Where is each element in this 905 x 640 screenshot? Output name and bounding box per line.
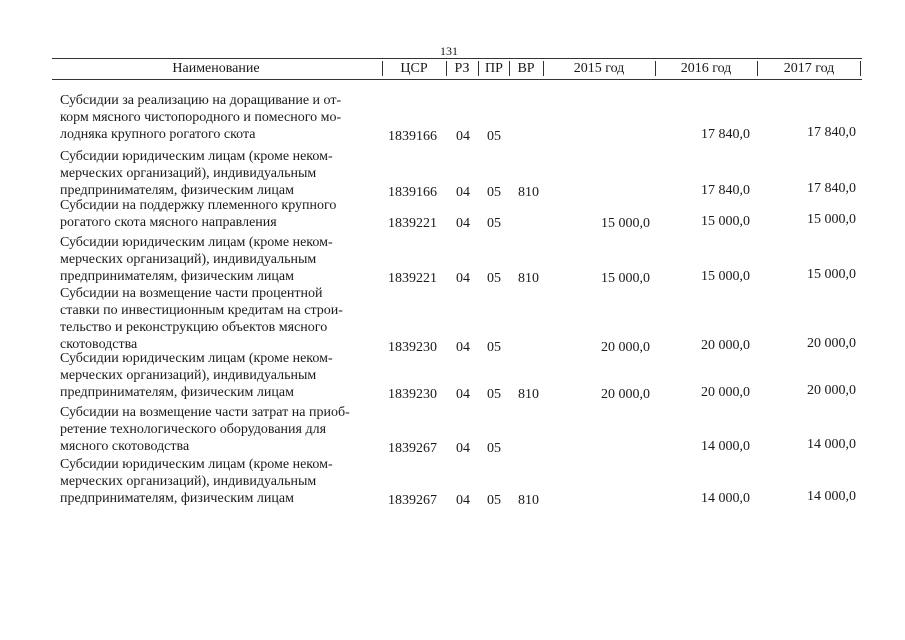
row-vr: 810 [518, 387, 539, 402]
row-name [60, 456, 370, 507]
row-name [60, 350, 370, 401]
row-name-line: мерческих организаций), индивидуальным [60, 368, 317, 383]
row-name-line: Субсидии юридическим лицам (кроме неком- [60, 457, 333, 472]
header-separator [757, 61, 758, 76]
row-name-line: ставки по инвестиционным кредитам на строи- [60, 303, 343, 318]
row-2016: 20 000,0 [701, 385, 750, 400]
row-name-line: Субсидии на возмещение части затрат на приоб- [60, 405, 350, 420]
row-name [60, 92, 370, 143]
row-csr: 1839166 [388, 185, 437, 200]
header-2016: 2016 год [680, 61, 732, 76]
row-2017: 17 840,0 [807, 125, 856, 140]
row-csr: 1839166 [388, 129, 437, 144]
row-2015: 15 000,0 [601, 216, 650, 231]
row-2016: 17 840,0 [701, 183, 750, 198]
row-pr: 05 [487, 340, 501, 355]
row-rz: 04 [456, 387, 470, 402]
row-vr: 810 [518, 185, 539, 200]
row-name [60, 404, 370, 455]
row-name-line: тельство и реконструкцию объектов мясного [60, 320, 328, 335]
row-2015: 15 000,0 [601, 271, 650, 286]
row-rz: 04 [456, 216, 470, 231]
row-2016: 17 840,0 [701, 127, 750, 142]
header-pr: ПР [485, 61, 503, 76]
row-pr: 05 [487, 129, 501, 144]
row-csr: 1839267 [388, 493, 437, 508]
row-csr: 1839221 [388, 216, 437, 231]
row-csr: 1839267 [388, 441, 437, 456]
row-csr: 1839230 [388, 340, 437, 355]
row-name-line: мерческих организаций), индивидуальным [60, 166, 317, 181]
row-rz: 04 [456, 129, 470, 144]
header-vr: ВР [517, 61, 535, 76]
row-name-line: предпринимателям, физическим лицам [60, 491, 294, 506]
row-2017: 17 840,0 [807, 181, 856, 196]
row-2015: 20 000,0 [601, 340, 650, 355]
row-name-line: Субсидии юридическим лицам (кроме неком- [60, 149, 333, 164]
row-2016: 20 000,0 [701, 338, 750, 353]
row-name-line: мерческих организаций), индивидуальным [60, 252, 317, 267]
row-name-line: Субсидии за реализацию на доращивание и от- [60, 93, 342, 108]
row-rz: 04 [456, 271, 470, 286]
header-rz: РЗ [454, 61, 470, 76]
row-name-line: корм мясного чистопородного и помесного мо- [60, 110, 342, 125]
header-separator [655, 61, 656, 76]
header-separator [509, 61, 510, 76]
header-csr: ЦСР [400, 61, 428, 76]
row-2017: 20 000,0 [807, 383, 856, 398]
header-name: Наименование [172, 61, 260, 76]
row-2016: 15 000,0 [701, 269, 750, 284]
row-pr: 05 [487, 216, 501, 231]
row-2016: 14 000,0 [701, 491, 750, 506]
row-pr: 05 [487, 271, 501, 286]
row-2017: 14 000,0 [807, 489, 856, 504]
row-rz: 04 [456, 185, 470, 200]
row-name-line: предпринимателям, физическим лицам [60, 269, 294, 284]
header-2015: 2015 год [573, 61, 625, 76]
row-2017: 20 000,0 [807, 336, 856, 351]
row-pr: 05 [487, 387, 501, 402]
row-name-line: скотоводства [60, 337, 138, 352]
row-2017: 15 000,0 [807, 267, 856, 282]
row-pr: 05 [487, 493, 501, 508]
row-2017: 15 000,0 [807, 212, 856, 227]
row-name-line: лодняка крупного рогатого скота [60, 127, 256, 142]
row-name [60, 148, 370, 199]
row-csr: 1839230 [388, 387, 437, 402]
row-2016: 14 000,0 [701, 439, 750, 454]
row-name [60, 197, 370, 231]
row-2016: 15 000,0 [701, 214, 750, 229]
row-name-line: мясного скотоводства [60, 439, 190, 454]
row-vr: 810 [518, 271, 539, 286]
header-separator [860, 61, 861, 76]
row-rz: 04 [456, 493, 470, 508]
row-name-line: предпринимателям, физическим лицам [60, 385, 294, 400]
row-pr: 05 [487, 441, 501, 456]
row-name-line: Субсидии на поддержку племенного крупного [60, 198, 337, 213]
header-separator [543, 61, 544, 76]
row-2017: 14 000,0 [807, 437, 856, 452]
page-number: 131 [440, 44, 458, 58]
row-name-line: предпринимателям, физическим лицам [60, 183, 294, 198]
row-vr: 810 [518, 493, 539, 508]
row-rz: 04 [456, 441, 470, 456]
row-pr: 05 [487, 185, 501, 200]
row-csr: 1839221 [388, 271, 437, 286]
row-name-line: рогатого скота мясного направления [60, 215, 277, 230]
row-name-line: Субсидии юридическим лицам (кроме неком- [60, 351, 333, 366]
table-header [52, 58, 862, 80]
row-name-line: ретение технологического оборудования для [60, 422, 327, 437]
row-name-line: Субсидии на возмещение части процентной [60, 286, 323, 301]
header-separator [446, 61, 447, 76]
row-name-line: Субсидии юридическим лицам (кроме неком- [60, 235, 333, 250]
header-separator [478, 61, 479, 76]
row-name [60, 285, 370, 353]
row-name [60, 234, 370, 285]
header-2017: 2017 год [783, 61, 835, 76]
row-2015: 20 000,0 [601, 387, 650, 402]
header-separator [382, 61, 383, 76]
row-rz: 04 [456, 340, 470, 355]
row-name-line: мерческих организаций), индивидуальным [60, 474, 317, 489]
